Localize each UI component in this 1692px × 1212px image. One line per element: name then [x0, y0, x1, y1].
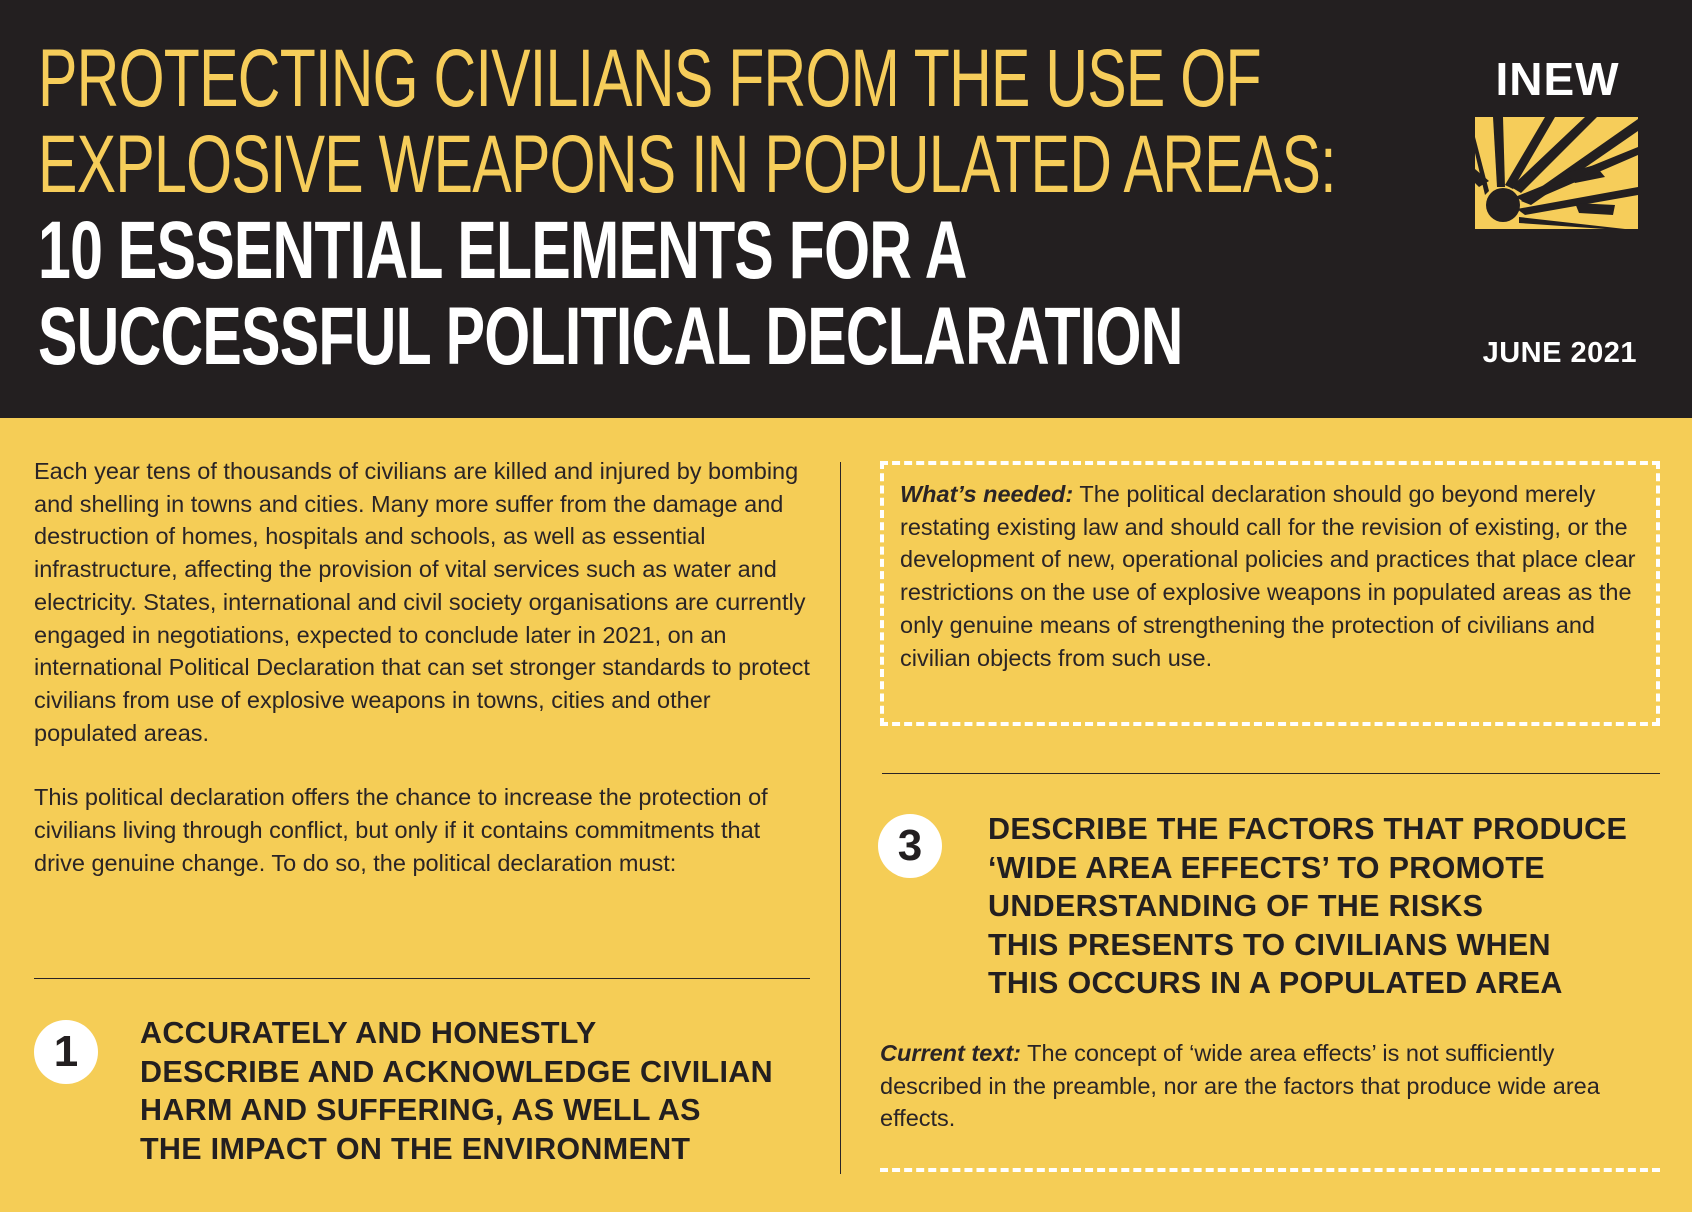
intro-paragraph: This political declaration offers the chance to increase the protection of civilians living through conflict, but only if it contains commitments that drive genuine change. To do so, the political declaration must:	[34, 784, 768, 876]
subtitle-line: SUCCESSFUL POLITICAL DECLARATION	[38, 291, 1183, 382]
subtitle-line: 10 ESSENTIAL ELEMENTS FOR A	[38, 205, 967, 296]
callout-border-top	[880, 1168, 1660, 1212]
item-heading-line: ‘WIDE AREA EFFECTS’ TO PROMOTE	[988, 850, 1545, 885]
item-number-badge: 3	[878, 814, 942, 878]
item-heading-line: HARM AND SUFFERING, AS WELL AS	[140, 1093, 701, 1127]
item-heading-line: THIS OCCURS IN A POPULATED AREA	[988, 966, 1563, 1000]
item-heading-line: THIS PRESENTS TO CIVILIANS WHEN	[988, 927, 1551, 962]
title-line: EXPLOSIVE WEAPONS IN POPULATED AREAS:	[38, 119, 1336, 210]
inew-logo-text: INEW	[1495, 53, 1620, 105]
current-text-paragraph	[880, 1037, 1640, 1135]
left-column	[34, 455, 810, 879]
item-heading-line: THE IMPACT ON THE ENVIRONMENT	[140, 1131, 691, 1166]
section-divider	[34, 978, 810, 979]
item-heading-line: UNDERSTANDING OF THE RISKS	[988, 889, 1484, 923]
item-heading	[140, 1014, 773, 1168]
explosion-logo-icon	[1475, 117, 1638, 229]
whats-needed-lead: What’s needed:	[900, 481, 1074, 507]
publication-date: JUNE 2021	[1482, 337, 1637, 369]
current-text-lead: Current text:	[880, 1040, 1022, 1066]
current-text-body: The concept of ‘wide area effects’ is not sufficiently described in the preamble, nor are the factors that produce wide area effects.	[880, 1040, 1600, 1132]
intro-paragraph: Each year tens of thousands of civilians are killed and injured by bombing and shelling in towns and cities. Many more suffer from the damage and destruction of homes, hospitals and schools, as well as essential infrastructure, affecting the provision of vital services such as water and electricity. States, international and civil society organisations are currently engaged in negotiations, expected to conclude later in 2021, on an international Political Declaration that can set stronger standards to protect civilians from use of explosive weapons in towns, cities and other populated areas.	[34, 458, 810, 746]
item-number-badge: 1	[34, 1020, 98, 1084]
whats-needed-callout	[880, 461, 1660, 726]
section-divider	[882, 773, 1660, 774]
whats-needed-text	[900, 478, 1640, 674]
item-heading-line: DESCRIBE THE FACTORS THAT PRODUCE	[988, 812, 1628, 846]
title-line: PROTECTING CIVILIANS FROM THE USE OF	[38, 33, 1261, 124]
header-banner	[0, 0, 1692, 418]
item-heading	[988, 810, 1627, 1003]
item-heading-line: DESCRIBE AND ACKNOWLEDGE CIVILIAN	[140, 1054, 773, 1089]
whats-needed-body: The political declaration should go beyond merely restating existing law and should call for the revision of existing, or the development of new, operational policies and practices that place clear restrictions on the use of explosive weapons in populated areas as the only genuine means of strengthening the protection of civilians and civilian objects from such use.	[900, 481, 1636, 671]
column-divider	[840, 462, 841, 1174]
item-heading-line: ACCURATELY AND HONESTLY	[140, 1016, 597, 1050]
document-title	[38, 33, 1336, 382]
